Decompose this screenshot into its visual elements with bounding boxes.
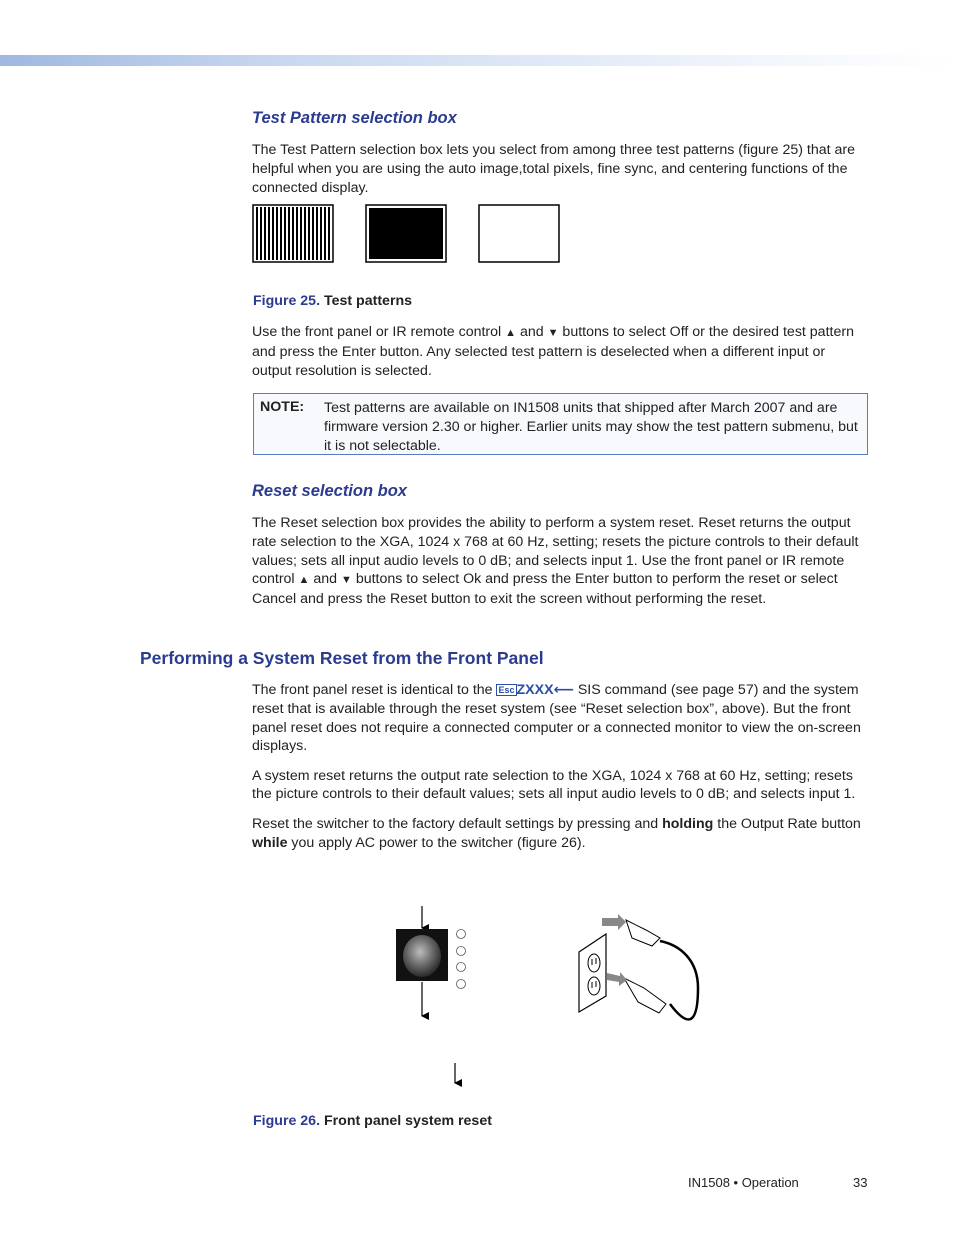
- test-pattern-intro: The Test Pattern selection box lets you select from among three test patterns (figure 25) that are helpful when you are using the auto image,total pixels, fine sync, and centering functions of the connected display.: [252, 142, 856, 196]
- page-number: 33: [853, 1175, 868, 1190]
- sis-command: ZXXX: [516, 682, 554, 698]
- figure-25-label: Figure 25.: [253, 293, 321, 309]
- figure-25-title: Test patterns: [323, 293, 413, 309]
- esc-key-icon: Esc: [498, 685, 515, 695]
- note-text: Test patterns are available on IN1508 units that shipped after March 2007 and are firmware version 2.30 or higher. Earlier units may show the test pattern submenu, but it is not selectable.: [324, 400, 858, 454]
- down-arrow-icon: ▼: [547, 327, 559, 339]
- insert-arrow: [602, 914, 626, 930]
- reset-selection-text: The Reset selection box provides the ability to perform a system reset. Reset returns the output rate selection to the XGA, 1024 x 768 at 60 Hz, setting; resets the picture controls to their default values; sets all input audio levels to 0 dB; and selects input 1. Use the front panel or IR remote control ▲ and ▼ buttons to select Ok and press the Enter button to perform the reset or select Cancel and press the Reset button to exit the screen without performing the reset.: [252, 515, 859, 608]
- figure-26-title: Front panel system reset: [323, 1113, 492, 1129]
- footer-product: IN1508 • Operation: [688, 1175, 799, 1190]
- output-rate-button: [396, 906, 448, 1016]
- note-box: [253, 393, 868, 455]
- section-heading-test-pattern: Test Pattern selection box: [252, 109, 457, 127]
- vertical-lines-pattern: [253, 205, 333, 262]
- figure-26-caption: [253, 1113, 492, 1129]
- up-arrow-icon: ▲: [298, 574, 310, 587]
- note-label: NOTE:: [260, 399, 305, 415]
- figure-26-label: Figure 26.: [253, 1113, 321, 1129]
- header-gradient-bar: [0, 55, 954, 66]
- white-screen-pattern: [479, 205, 559, 262]
- insert-arrow: [607, 972, 627, 986]
- section-heading-reset: Reset selection box: [252, 482, 407, 500]
- return-arrow-icon: ⟵: [553, 682, 574, 698]
- black-screen-pattern: [366, 205, 446, 262]
- test-pattern-usage: Use the front panel or IR remote control ▲ and ▼ buttons to select Off or the desired test pattern and press the Enter button. Any selected test pattern is deselected when a different input or output resolution is selected.: [252, 324, 854, 379]
- figure-25-caption: [253, 293, 412, 309]
- led-indicators: [457, 930, 466, 989]
- up-arrow-icon: ▲: [505, 327, 517, 339]
- section-heading-system-reset: Performing a System Reset from the Front Panel: [140, 648, 544, 668]
- front-panel-reset-figure: [380, 900, 720, 1090]
- test-patterns-figure: [252, 204, 562, 264]
- power-cord: [624, 920, 698, 1019]
- ac-power-outlet: [579, 934, 606, 1012]
- system-reset-text: The front panel reset is identical to the Esc ZXXX⟵ SIS command (see page 57) and the system reset that is available through the reset system (see “Reset selection box”, above). But the front panel reset does not require a connected computer or a connected monitor to view the on-screen displays. A system reset returns the output rate selection to the XGA, 1024 x 768 at 60 Hz, setting; resets the picture controls to their default values; sets all input audio levels to 0 dB; and selects input 1. Reset the switcher to the factory default settings by pressing and holding the Output Rate button while you apply AC power to the switcher (figure 26).: [252, 682, 861, 851]
- down-arrow-icon: ▼: [340, 574, 352, 587]
